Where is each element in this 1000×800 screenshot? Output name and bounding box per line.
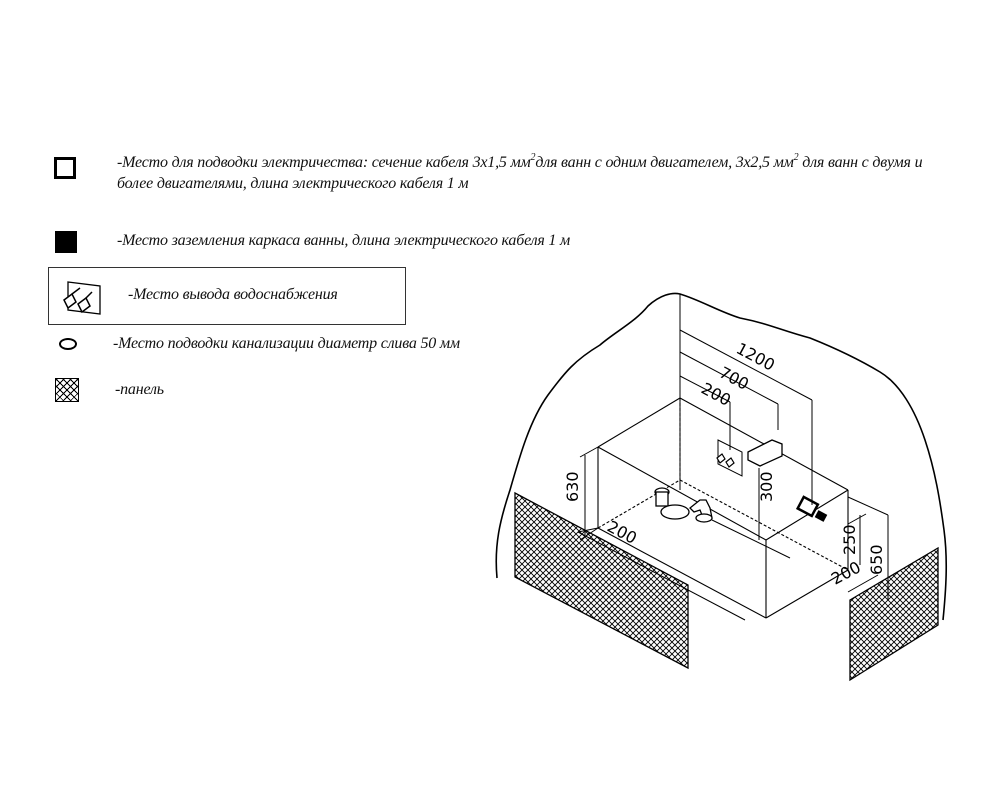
left-panel	[515, 493, 688, 668]
legend-grounding-text: -Место заземления каркаса ванны, длина электрического кабеля 1 м	[117, 232, 571, 249]
dimension-250: 250	[840, 524, 859, 555]
dimension-200-right: 200	[827, 557, 864, 589]
dimension-200-top: 200	[698, 378, 735, 410]
right-panel	[850, 548, 938, 680]
dimension-700: 700	[716, 362, 753, 394]
dimension-630: 630	[563, 471, 582, 502]
wall-grounding-point-icon	[815, 510, 828, 522]
dimension-200-left: 200	[604, 516, 641, 548]
dimension-300: 300	[757, 471, 776, 502]
legend-sewage-text: -Место подводки канализации диаметр слива 50 мм	[113, 335, 460, 352]
legend-panel-text: -панель	[115, 381, 164, 398]
legend-electric-text: -Место для подводки электричества: сечение кабеля 3х1,5 $мм^2для$ ванн с одним двигателем, 3х2,5 $мм^2$ для ванн с двумя и более двигателями, длина электрического кабеля 1 м	[117, 152, 923, 192]
wall-electric-outlet-icon	[798, 497, 818, 516]
mixer-spout-icon	[748, 440, 782, 466]
legend-water-text: -Место вывода водоснабжения	[128, 286, 338, 303]
dimension-650: 650	[867, 544, 886, 575]
dimension-1200: 1200	[733, 338, 778, 375]
